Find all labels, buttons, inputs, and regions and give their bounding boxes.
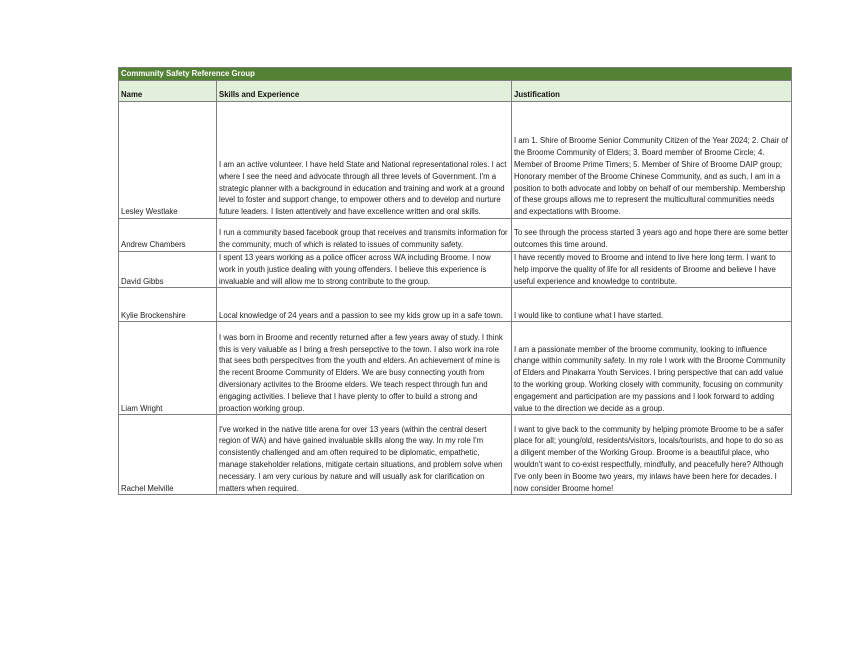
cell-skills[interactable]: I was born in Broome and recently returned after a few years away of study. I think this is very valuable as I bring a fresh persepctive to the town. I also work ina role that sees both perspecitves from the youth and elders. An achievement of mine is the recent Broome Community of Elders. We are busy connecting youth from diversionary activites to the Broome elders. We teach respect through fun and engaging activities. I believe that I have plenty to offer to build a strong and proaction working group. [217, 322, 512, 415]
cell-justification[interactable]: To see through the process started 3 years ago and hope there are some better outcomes this time around. [512, 219, 792, 252]
header-row [119, 81, 792, 102]
cell-justification[interactable]: I want to give back to the community by helping promote Broome to be a safer place for all; young/old, residents/visitors, locals/tourists, and hope to do so as a diligent member of the Working Group. Broome is a beautiful place, who wouldn't want to co-exist respectfully, mindfully, and peacefully here? Although I've only been in Boome two years, my inlaws have been here for decades. I now consider Broome home! [512, 415, 792, 495]
cell-skills[interactable]: Local knowledge of 24 years and a passion to see my kids grow up in a safe town. [217, 288, 512, 322]
table-row [119, 415, 792, 495]
reference-group-table [118, 67, 792, 495]
cell-name[interactable]: Lesley Westlake [119, 102, 217, 219]
cell-justification[interactable]: I am 1. Shire of Broome Senior Community Citizen of the Year 2024; 2. Chair of the Broome Community of Elders; 3. Board member of Broome Circle; 4. Member of Broome Prime Timers; 5. Member of Shire of Broome DAIP group; Honorary member of the Broome Chinese Community, and as such, I am in a position to both advocate and lobby on behalf of our membership. Membership of these groups allows me to represent the multicultural communities needs and expectations with Broome. [512, 102, 792, 219]
table-row [119, 322, 792, 415]
cell-skills[interactable]: I've worked in the native title arena for over 13 years (within the central desert region of WA) and have gained invaluable skills along the way. In my role I'm consistently challenged and am often required to be diplomatic, empathetic, manage stakeholder relations, mitigate certain situations, and problem solve when necessary. I am very curious by nature and will usually ask for clarification on matters when required. [217, 415, 512, 495]
column-header-justification[interactable]: Justification [512, 81, 792, 102]
table-row [119, 288, 792, 322]
cell-justification[interactable]: I would like to contiune what I have started. [512, 288, 792, 322]
table-row [119, 219, 792, 252]
cell-skills[interactable]: I run a community based facebook group that receives and transmits information for the community, much of which is related to issues of community safety. [217, 219, 512, 252]
cell-skills[interactable]: I am an active volunteer. I have held State and National representational roles. I act where I see the need and advocate through all three levels of Government. I'm a strategic planner with a background in education and training and work at a ground level to foster and support change, to empower others and to develop and nurture future leaders. I listen attentively and have excellence written and oral skills. [217, 102, 512, 219]
column-header-name[interactable]: Name [119, 81, 217, 102]
cell-name[interactable]: Kylie Brockenshire [119, 288, 217, 322]
table-row [119, 102, 792, 219]
cell-name[interactable]: Liam Wright [119, 322, 217, 415]
column-header-skills[interactable]: Skills and Experience [217, 81, 512, 102]
cell-name[interactable]: David Gibbs [119, 252, 217, 288]
cell-name[interactable]: Andrew Chambers [119, 219, 217, 252]
table-row [119, 252, 792, 288]
cell-justification[interactable]: I am a passionate member of the broome community, looking to influence change within community safety. In my role I work with the Broome Community of Elders and Pinakarra Youth Services. I bring perspective that can add value to the working group. Working closely with community, focusing on community engagement and participation are my passions and I look forward to adding value to the direction we decide as a group. [512, 322, 792, 415]
cell-name[interactable]: Rachel Melville [119, 415, 217, 495]
table-title[interactable]: Community Safety Reference Group [119, 68, 792, 81]
cell-skills[interactable]: I spent 13 years working as a police officer across WA including Broome. I now work in youth justice dealing with young offenders. I believe this experience is invaluable and will allow me to strong contribute to the group. [217, 252, 512, 288]
cell-justification[interactable]: I have recently moved to Broome and intend to live here long term. I want to help imporve the quality of life for all residents of Broome and believe I have useful experience and knowledge to contribute. [512, 252, 792, 288]
